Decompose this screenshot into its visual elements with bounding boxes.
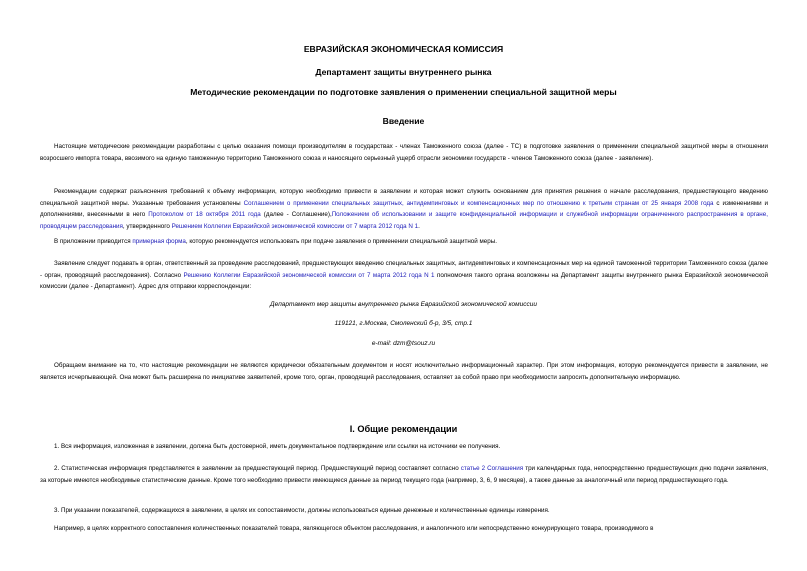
text-span: Заявление следует подавать в орган, ответственный за проведение расследований, предшествующих введению специальных защитных, антидемпинговых и компенсационных мер на единой таможенной территории Таможенного союза (далее - орган, проводящий расследования). Согласно xyxy=(40,260,768,279)
intro-paragraph-2 xyxy=(40,186,768,232)
regulation-link[interactable]: Положением об использовании и защите конфиденциальной информации и служебной информации ограниченного распространения в органе, проводящем расследования xyxy=(40,211,768,230)
intro-paragraph-1: Настоящие методические рекомендации разработаны с целью оказания помощи производителям в государствах - членах Таможенного союза (далее - ТС) в подготовке заявления о применении специальной защитной меры в отношении возросшего импорта товара, ввозимого на единую таможенную территорию Таможенного союза и наносящего серьезный ущерб отрасли экономики государств - членов Таможенного союза (далее - заявление). xyxy=(40,143,768,162)
text-span: , утвержденного xyxy=(122,222,172,230)
text-span: Рекомендации содержат разъяснения требований к объему информации, которую необходимо привести в заявлении и которая может служить основанием для принятия решения о начале расследования, предшествующего введению специальной защитной меры. Указанные требования установлены xyxy=(40,188,768,207)
text-span: , которую рекомендуется использовать при подаче заявления о применении специальной защитной меры. xyxy=(185,238,497,245)
decision-link-2[interactable]: Решению Коллегии Евразийской экономической комиссии от 7 марта 2012 года N 1 xyxy=(183,271,435,279)
protocol-link[interactable]: Протоколом от 18 октября 2011 года xyxy=(148,211,261,219)
decision-link[interactable]: Решением Коллегии Евразийской экономической комиссии от 7 марта 2012 года N 1 xyxy=(171,222,419,230)
section-1-item-3: 3. При указании показателей, содержащихся в заявлении, в целях их сопоставимости, должны использоваться единые денежные и количественные единицы измерения. xyxy=(54,507,550,514)
intro-paragraph-4 xyxy=(40,258,768,293)
text-span: полномочия такого органа возложены на Департамент защиты внутреннего рынка Евразийской экономической комиссии (далее - Департамент). Адрес для отправки корреспонденции: xyxy=(40,271,769,291)
section-1-item-3-example: Например, в целях корректного сопоставления количественных показателей товара, являющегося объектом расследования, и аналогичного или непосредственно конкурирующего товара, производимого в xyxy=(54,525,654,532)
address-street: 119121, г.Москва, Смоленский б-р, 3/5, стр.1 xyxy=(334,320,473,327)
department-title: Департамент защиты внутреннего рынка xyxy=(315,67,492,77)
text-span: В приложении приводится xyxy=(54,238,133,245)
text-span: три календарных года, непосредственно предшествующих дню подачи заявления, за которые имеются необходимые статистические данные. Кроме того необходимо привести имеющиеся данные за период текущего года (например, 3, 6, 9 месяцев), а также данные за аналогичный или период предшествующего года. xyxy=(40,465,769,484)
intro-heading: Введение xyxy=(382,116,425,126)
org-title: ЕВРАЗИЙСКАЯ ЭКОНОМИЧЕСКАЯ КОМИССИЯ xyxy=(303,44,504,54)
document-title: Методические рекомендации по подготовке заявления о применении специальной защитной меры xyxy=(190,87,617,97)
address-email: e-mail: dzm@tsouz.ru xyxy=(371,340,436,347)
intro-paragraph-3 xyxy=(40,236,768,248)
text-span: (далее - Соглашение), xyxy=(260,211,332,219)
section-1-item-2 xyxy=(40,463,768,486)
section-1-item-1: 1. Вся информация, изложенная в заявлении, должна быть достоверной, иметь документальное подтверждение или ссылки на источники ее получения. xyxy=(54,443,501,450)
address-department: Департамент мер защиты внутреннего рынка Евразийской экономической комиссии xyxy=(270,301,537,308)
text-span: 2. Статистическая информация представляется в заявлении за предшествующий период. Предшествующий период составляет согласно xyxy=(54,465,461,472)
article-2-link[interactable]: статье 2 Соглашения xyxy=(460,465,524,472)
sample-form-link[interactable]: примерная форма xyxy=(132,238,186,245)
section-1-heading: I. Общие рекомендации xyxy=(349,424,458,434)
text-span: с изменениями и дополнениями, внесенными в него xyxy=(40,199,768,219)
text-span: . xyxy=(418,222,420,230)
intro-paragraph-5: Обращаем внимание на то, что настоящие рекомендации не являются юридически обязательным документом и носят исключительно информационный характер. При этом информация, которую рекомендуется привести в заявлении, не является исчерпывающей. Она может быть расширена по инициативе заявителей, кроме того, орган, проводящий расследования, оставляет за собой право при необходимости запросить дополнительную информацию. xyxy=(40,362,768,381)
agreement-link[interactable]: Соглашением о применении специальных защитных, антидемпинговых и компенсационных мер по отношению к третьим странам от 25 января 2008 года xyxy=(243,199,714,207)
